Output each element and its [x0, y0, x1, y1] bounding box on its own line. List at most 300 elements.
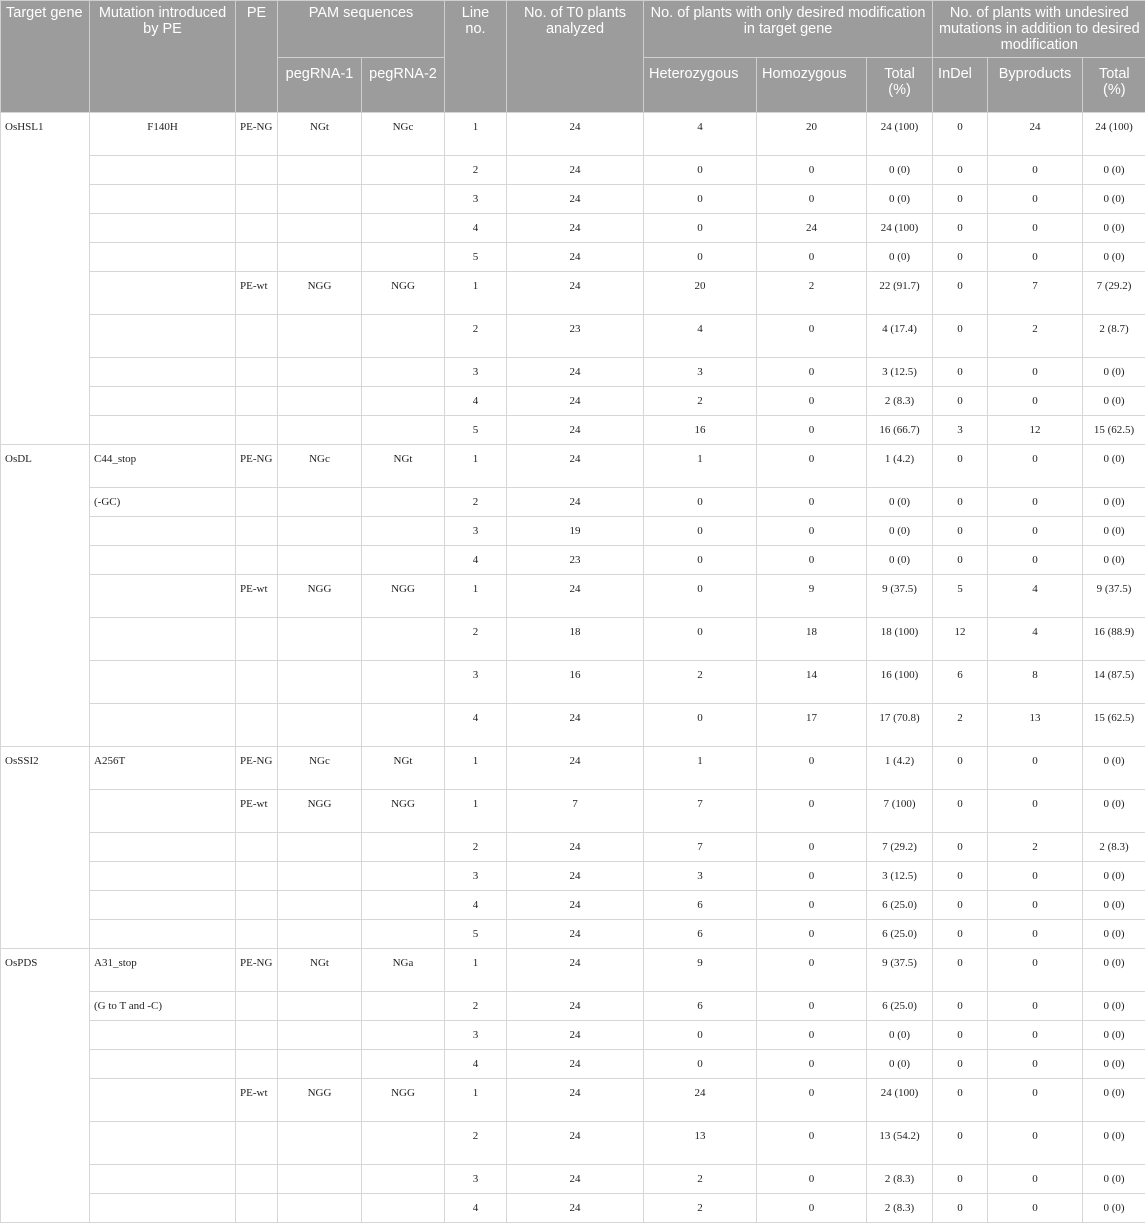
- total-desired-cell: 2 (8.3): [867, 387, 933, 416]
- t0-plants-cell: 7: [507, 790, 644, 833]
- total-desired-cell: 0 (0): [867, 517, 933, 546]
- total-undesired-cell: 0 (0): [1083, 445, 1145, 488]
- t0-plants-cell: 24: [507, 445, 644, 488]
- table-row: [1, 618, 1145, 661]
- pe-cell: [236, 546, 278, 575]
- pegrna-2-cell: [362, 358, 445, 387]
- total-desired-cell: 0 (0): [867, 1050, 933, 1079]
- line-no-cell: 2: [445, 1122, 507, 1165]
- indel-cell: 0: [933, 790, 988, 833]
- table-row: [1, 156, 1145, 185]
- heterozygous-cell: 0: [644, 488, 757, 517]
- t0-plants-cell: 24: [507, 1079, 644, 1122]
- t0-plants-cell: 24: [507, 214, 644, 243]
- total-desired-cell: 7 (100): [867, 790, 933, 833]
- byproducts-cell: 8: [988, 661, 1083, 704]
- pegrna-1-cell: [278, 185, 362, 214]
- t0-plants-cell: 24: [507, 387, 644, 416]
- table-row: [1, 790, 1145, 833]
- homozygous-cell: 18: [757, 618, 867, 661]
- line-no-cell: 3: [445, 661, 507, 704]
- homozygous-cell: 0: [757, 243, 867, 272]
- mutation-cell: [90, 546, 236, 575]
- table-row: [1, 1194, 1145, 1223]
- total-desired-cell: 9 (37.5): [867, 575, 933, 618]
- byproducts-cell: 2: [988, 833, 1083, 862]
- t0-plants-cell: 24: [507, 833, 644, 862]
- table-row: [1, 949, 1145, 992]
- indel-cell: 0: [933, 387, 988, 416]
- header-t0-plants: No. of T0 plants analyzed: [507, 1, 644, 113]
- pegrna-1-cell: [278, 1165, 362, 1194]
- heterozygous-cell: 1: [644, 747, 757, 790]
- mutation-cell: [90, 1079, 236, 1122]
- heterozygous-cell: 6: [644, 891, 757, 920]
- t0-plants-cell: 24: [507, 1050, 644, 1079]
- heterozygous-cell: 6: [644, 920, 757, 949]
- heterozygous-cell: 2: [644, 1194, 757, 1223]
- target-gene-cell: OsHSL1: [1, 113, 90, 445]
- line-no-cell: 4: [445, 891, 507, 920]
- line-no-cell: 3: [445, 185, 507, 214]
- byproducts-cell: 0: [988, 445, 1083, 488]
- header-total-desired: Total (%): [867, 58, 933, 113]
- indel-cell: 0: [933, 1079, 988, 1122]
- pe-cell: PE-NG: [236, 949, 278, 992]
- mutation-cell: [90, 387, 236, 416]
- total-desired-cell: 6 (25.0): [867, 992, 933, 1021]
- heterozygous-cell: 0: [644, 1021, 757, 1050]
- table-row: [1, 113, 1145, 156]
- byproducts-cell: 0: [988, 214, 1083, 243]
- indel-cell: 3: [933, 416, 988, 445]
- total-desired-cell: 9 (37.5): [867, 949, 933, 992]
- total-desired-cell: 17 (70.8): [867, 704, 933, 747]
- line-no-cell: 5: [445, 920, 507, 949]
- total-undesired-cell: 0 (0): [1083, 992, 1145, 1021]
- line-no-cell: 3: [445, 517, 507, 546]
- homozygous-cell: 24: [757, 214, 867, 243]
- heterozygous-cell: 0: [644, 575, 757, 618]
- homozygous-cell: 0: [757, 862, 867, 891]
- header-byproducts: Byproducts: [988, 58, 1083, 113]
- total-desired-cell: 4 (17.4): [867, 315, 933, 358]
- total-desired-cell: 24 (100): [867, 1079, 933, 1122]
- table-row: [1, 517, 1145, 546]
- homozygous-cell: 2: [757, 272, 867, 315]
- mutation-cell: F140H: [90, 113, 236, 156]
- pegrna-1-cell: NGt: [278, 949, 362, 992]
- total-desired-cell: 24 (100): [867, 113, 933, 156]
- header-homozygous: Homozygous: [757, 58, 867, 113]
- header-mutation: Mutation introduced by PE: [90, 1, 236, 113]
- pegrna-2-cell: [362, 488, 445, 517]
- total-undesired-cell: 0 (0): [1083, 949, 1145, 992]
- mutation-cell: [90, 272, 236, 315]
- indel-cell: 0: [933, 862, 988, 891]
- t0-plants-cell: 24: [507, 156, 644, 185]
- total-desired-cell: 18 (100): [867, 618, 933, 661]
- total-undesired-cell: 0 (0): [1083, 747, 1145, 790]
- total-desired-cell: 0 (0): [867, 243, 933, 272]
- pegrna-1-cell: NGG: [278, 272, 362, 315]
- mutation-cell: [90, 214, 236, 243]
- byproducts-cell: 0: [988, 1050, 1083, 1079]
- pegrna-1-cell: [278, 920, 362, 949]
- line-no-cell: 1: [445, 747, 507, 790]
- homozygous-cell: 0: [757, 747, 867, 790]
- heterozygous-cell: 0: [644, 546, 757, 575]
- total-desired-cell: 1 (4.2): [867, 747, 933, 790]
- heterozygous-cell: 0: [644, 1050, 757, 1079]
- t0-plants-cell: 24: [507, 575, 644, 618]
- line-no-cell: 4: [445, 1194, 507, 1223]
- total-undesired-cell: 15 (62.5): [1083, 704, 1145, 747]
- pegrna-2-cell: [362, 992, 445, 1021]
- pegrna-2-cell: [362, 1165, 445, 1194]
- pegrna-1-cell: NGc: [278, 747, 362, 790]
- heterozygous-cell: 16: [644, 416, 757, 445]
- byproducts-cell: 0: [988, 185, 1083, 214]
- pegrna-2-cell: [362, 704, 445, 747]
- indel-cell: 0: [933, 891, 988, 920]
- pegrna-2-cell: [362, 156, 445, 185]
- line-no-cell: 1: [445, 1079, 507, 1122]
- pe-cell: [236, 358, 278, 387]
- pegrna-1-cell: [278, 416, 362, 445]
- heterozygous-cell: 4: [644, 315, 757, 358]
- heterozygous-cell: 2: [644, 387, 757, 416]
- byproducts-cell: 7: [988, 272, 1083, 315]
- t0-plants-cell: 24: [507, 704, 644, 747]
- homozygous-cell: 0: [757, 1122, 867, 1165]
- total-undesired-cell: 24 (100): [1083, 113, 1145, 156]
- pe-cell: [236, 704, 278, 747]
- pegrna-1-cell: [278, 1021, 362, 1050]
- homozygous-cell: 0: [757, 920, 867, 949]
- table-row: [1, 920, 1145, 949]
- pegrna-2-cell: [362, 661, 445, 704]
- total-desired-cell: 2 (8.3): [867, 1165, 933, 1194]
- homozygous-cell: 9: [757, 575, 867, 618]
- pe-cell: [236, 833, 278, 862]
- pegrna-1-cell: [278, 1194, 362, 1223]
- t0-plants-cell: 24: [507, 358, 644, 387]
- heterozygous-cell: 0: [644, 704, 757, 747]
- table-row: [1, 1050, 1145, 1079]
- indel-cell: 0: [933, 488, 988, 517]
- t0-plants-cell: 24: [507, 992, 644, 1021]
- t0-plants-cell: 23: [507, 546, 644, 575]
- pe-cell: [236, 1194, 278, 1223]
- heterozygous-cell: 2: [644, 1165, 757, 1194]
- indel-cell: 0: [933, 156, 988, 185]
- total-undesired-cell: 0 (0): [1083, 1079, 1145, 1122]
- pe-cell: [236, 488, 278, 517]
- t0-plants-cell: 24: [507, 113, 644, 156]
- indel-cell: 0: [933, 747, 988, 790]
- t0-plants-cell: 24: [507, 920, 644, 949]
- pegrna-1-cell: NGc: [278, 445, 362, 488]
- t0-plants-cell: 24: [507, 862, 644, 891]
- pe-cell: [236, 992, 278, 1021]
- total-undesired-cell: 0 (0): [1083, 546, 1145, 575]
- heterozygous-cell: 4: [644, 113, 757, 156]
- homozygous-cell: 0: [757, 790, 867, 833]
- mutation-cell: [90, 517, 236, 546]
- pe-cell: PE-wt: [236, 575, 278, 618]
- total-undesired-cell: 0 (0): [1083, 1021, 1145, 1050]
- homozygous-cell: 17: [757, 704, 867, 747]
- mutation-cell: [90, 618, 236, 661]
- t0-plants-cell: 24: [507, 1165, 644, 1194]
- pegrna-1-cell: [278, 517, 362, 546]
- mutation-cell: (-GC): [90, 488, 236, 517]
- heterozygous-cell: 6: [644, 992, 757, 1021]
- t0-plants-cell: 24: [507, 1194, 644, 1223]
- pegrna-2-cell: NGt: [362, 747, 445, 790]
- byproducts-cell: 0: [988, 1165, 1083, 1194]
- heterozygous-cell: 24: [644, 1079, 757, 1122]
- pegrna-1-cell: [278, 546, 362, 575]
- total-desired-cell: 24 (100): [867, 214, 933, 243]
- t0-plants-cell: 24: [507, 243, 644, 272]
- t0-plants-cell: 18: [507, 618, 644, 661]
- mutation-cell: [90, 315, 236, 358]
- indel-cell: 0: [933, 546, 988, 575]
- table-row: [1, 575, 1145, 618]
- total-undesired-cell: 0 (0): [1083, 387, 1145, 416]
- homozygous-cell: 0: [757, 1194, 867, 1223]
- indel-cell: 0: [933, 243, 988, 272]
- table-row: [1, 992, 1145, 1021]
- table-row: [1, 862, 1145, 891]
- mutation-cell: [90, 1165, 236, 1194]
- t0-plants-cell: 24: [507, 891, 644, 920]
- mutation-cell: A31_stop: [90, 949, 236, 992]
- t0-plants-cell: 24: [507, 488, 644, 517]
- homozygous-cell: 0: [757, 891, 867, 920]
- heterozygous-cell: 7: [644, 833, 757, 862]
- t0-plants-cell: 24: [507, 185, 644, 214]
- table-row: [1, 891, 1145, 920]
- pe-cell: [236, 1165, 278, 1194]
- byproducts-cell: 0: [988, 358, 1083, 387]
- heterozygous-cell: 2: [644, 661, 757, 704]
- pegrna-1-cell: [278, 387, 362, 416]
- header-heterozygous: Heterozygous: [644, 58, 757, 113]
- pegrna-2-cell: NGG: [362, 272, 445, 315]
- total-undesired-cell: 14 (87.5): [1083, 661, 1145, 704]
- line-no-cell: 3: [445, 358, 507, 387]
- byproducts-cell: 0: [988, 891, 1083, 920]
- byproducts-cell: 2: [988, 315, 1083, 358]
- indel-cell: 5: [933, 575, 988, 618]
- pegrna-1-cell: NGG: [278, 790, 362, 833]
- pegrna-2-cell: NGG: [362, 790, 445, 833]
- indel-cell: 0: [933, 1122, 988, 1165]
- byproducts-cell: 4: [988, 575, 1083, 618]
- byproducts-cell: 0: [988, 1194, 1083, 1223]
- indel-cell: 0: [933, 358, 988, 387]
- mutation-cell: [90, 416, 236, 445]
- t0-plants-cell: 24: [507, 1122, 644, 1165]
- line-no-cell: 5: [445, 243, 507, 272]
- table-header: [1, 1, 1145, 113]
- pegrna-2-cell: [362, 214, 445, 243]
- mutation-cell: A256T: [90, 747, 236, 790]
- heterozygous-cell: 13: [644, 1122, 757, 1165]
- table-row: [1, 416, 1145, 445]
- homozygous-cell: 0: [757, 416, 867, 445]
- pe-cell: [236, 1021, 278, 1050]
- table-row: [1, 387, 1145, 416]
- header-pam-sequences: PAM sequences: [278, 1, 445, 58]
- indel-cell: 0: [933, 1194, 988, 1223]
- homozygous-cell: 0: [757, 833, 867, 862]
- pegrna-1-cell: [278, 315, 362, 358]
- homozygous-cell: 0: [757, 445, 867, 488]
- pegrna-1-cell: [278, 661, 362, 704]
- total-desired-cell: 7 (29.2): [867, 833, 933, 862]
- pegrna-2-cell: [362, 416, 445, 445]
- pegrna-2-cell: [362, 833, 445, 862]
- line-no-cell: 4: [445, 214, 507, 243]
- homozygous-cell: 0: [757, 156, 867, 185]
- homozygous-cell: 0: [757, 1021, 867, 1050]
- total-desired-cell: 3 (12.5): [867, 358, 933, 387]
- indel-cell: 0: [933, 315, 988, 358]
- byproducts-cell: 0: [988, 517, 1083, 546]
- pe-cell: [236, 517, 278, 546]
- table-row: [1, 445, 1145, 488]
- indel-cell: 0: [933, 113, 988, 156]
- pegrna-2-cell: [362, 1021, 445, 1050]
- total-desired-cell: 16 (100): [867, 661, 933, 704]
- homozygous-cell: 20: [757, 113, 867, 156]
- t0-plants-cell: 16: [507, 661, 644, 704]
- total-undesired-cell: 9 (37.5): [1083, 575, 1145, 618]
- t0-plants-cell: 24: [507, 1021, 644, 1050]
- heterozygous-cell: 0: [644, 618, 757, 661]
- byproducts-cell: 0: [988, 747, 1083, 790]
- indel-cell: 0: [933, 992, 988, 1021]
- total-undesired-cell: 0 (0): [1083, 243, 1145, 272]
- pe-cell: [236, 315, 278, 358]
- total-desired-cell: 0 (0): [867, 185, 933, 214]
- byproducts-cell: 13: [988, 704, 1083, 747]
- t0-plants-cell: 24: [507, 416, 644, 445]
- pe-cell: [236, 891, 278, 920]
- pe-cell: PE-wt: [236, 272, 278, 315]
- total-undesired-cell: 0 (0): [1083, 891, 1145, 920]
- line-no-cell: 2: [445, 992, 507, 1021]
- indel-cell: 0: [933, 517, 988, 546]
- homozygous-cell: 0: [757, 185, 867, 214]
- pegrna-2-cell: [362, 185, 445, 214]
- pegrna-2-cell: [362, 891, 445, 920]
- mutation-cell: [90, 833, 236, 862]
- header-indel: InDel: [933, 58, 988, 113]
- total-undesired-cell: 0 (0): [1083, 1194, 1145, 1223]
- line-no-cell: 3: [445, 1021, 507, 1050]
- total-undesired-cell: 2 (8.7): [1083, 315, 1145, 358]
- byproducts-cell: 0: [988, 1079, 1083, 1122]
- pegrna-1-cell: NGG: [278, 1079, 362, 1122]
- pegrna-1-cell: [278, 833, 362, 862]
- total-undesired-cell: 0 (0): [1083, 1165, 1145, 1194]
- header-total-undesired: Total (%): [1083, 58, 1145, 113]
- pe-cell: [236, 156, 278, 185]
- header-desired-modification: No. of plants with only desired modification in target gene: [644, 1, 933, 58]
- byproducts-cell: 0: [988, 862, 1083, 891]
- mutation-cell: [90, 661, 236, 704]
- indel-cell: 0: [933, 833, 988, 862]
- indel-cell: 6: [933, 661, 988, 704]
- table-row: [1, 185, 1145, 214]
- total-undesired-cell: 0 (0): [1083, 862, 1145, 891]
- heterozygous-cell: 0: [644, 517, 757, 546]
- total-desired-cell: 16 (66.7): [867, 416, 933, 445]
- byproducts-cell: 0: [988, 488, 1083, 517]
- indel-cell: 0: [933, 214, 988, 243]
- pe-cell: [236, 862, 278, 891]
- heterozygous-cell: 20: [644, 272, 757, 315]
- homozygous-cell: 14: [757, 661, 867, 704]
- table-row: [1, 243, 1145, 272]
- pegrna-2-cell: [362, 618, 445, 661]
- total-desired-cell: 13 (54.2): [867, 1122, 933, 1165]
- header-pe: PE: [236, 1, 278, 113]
- pe-cell: [236, 416, 278, 445]
- total-desired-cell: 3 (12.5): [867, 862, 933, 891]
- total-undesired-cell: 0 (0): [1083, 488, 1145, 517]
- header-pegrna-1: pegRNA-1: [278, 58, 362, 113]
- header-undesired-mutations: No. of plants with undesired mutations in addition to desired modification: [933, 1, 1145, 58]
- indel-cell: 2: [933, 704, 988, 747]
- indel-cell: 0: [933, 1050, 988, 1079]
- pe-cell: PE-wt: [236, 1079, 278, 1122]
- line-no-cell: 1: [445, 272, 507, 315]
- total-undesired-cell: 0 (0): [1083, 920, 1145, 949]
- heterozygous-cell: 0: [644, 185, 757, 214]
- byproducts-cell: 0: [988, 1122, 1083, 1165]
- line-no-cell: 2: [445, 833, 507, 862]
- total-desired-cell: 1 (4.2): [867, 445, 933, 488]
- header-target-gene: Target gene: [1, 1, 90, 113]
- total-undesired-cell: 7 (29.2): [1083, 272, 1145, 315]
- pegrna-1-cell: [278, 704, 362, 747]
- heterozygous-cell: 0: [644, 156, 757, 185]
- t0-plants-cell: 24: [507, 949, 644, 992]
- byproducts-cell: 12: [988, 416, 1083, 445]
- pegrna-1-cell: [278, 862, 362, 891]
- pegrna-2-cell: NGt: [362, 445, 445, 488]
- byproducts-cell: 24: [988, 113, 1083, 156]
- line-no-cell: 4: [445, 1050, 507, 1079]
- homozygous-cell: 0: [757, 387, 867, 416]
- line-no-cell: 3: [445, 862, 507, 891]
- mutation-cell: [90, 156, 236, 185]
- total-undesired-cell: 0 (0): [1083, 790, 1145, 833]
- homozygous-cell: 0: [757, 992, 867, 1021]
- line-no-cell: 3: [445, 1165, 507, 1194]
- total-desired-cell: 2 (8.3): [867, 1194, 933, 1223]
- byproducts-cell: 4: [988, 618, 1083, 661]
- byproducts-cell: 0: [988, 243, 1083, 272]
- mutation-cell: [90, 790, 236, 833]
- pegrna-1-cell: [278, 358, 362, 387]
